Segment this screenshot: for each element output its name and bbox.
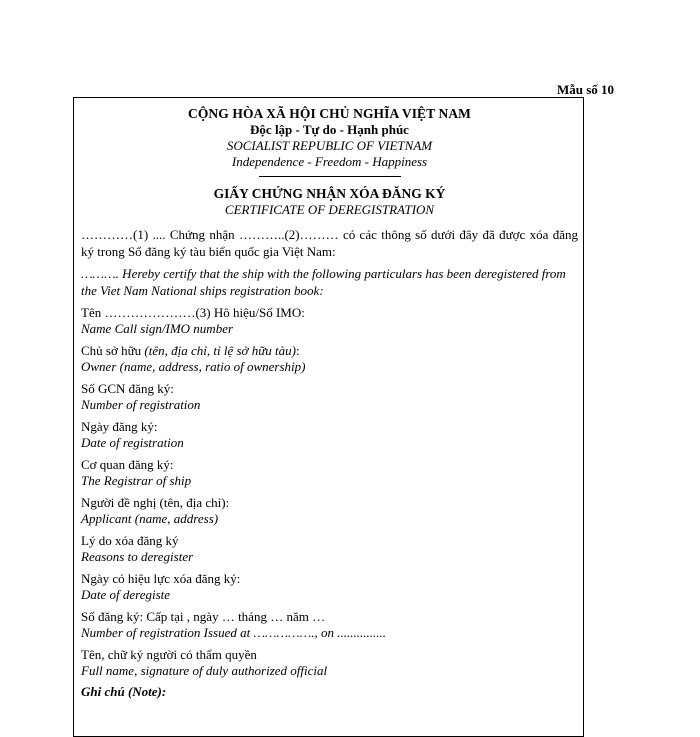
field-label-vn: Ngày đăng ký: [81, 419, 158, 434]
field-label-vn: Số GCN đăng ký: [81, 381, 174, 396]
field-registrar [81, 456, 578, 489]
field-label-suffix: : [296, 343, 300, 358]
field-label-en: Owner (name, address, ratio of ownership) [81, 359, 306, 374]
field-label-en: Name Call sign/IMO number [81, 321, 234, 336]
note-label: Ghi chú (Note): [81, 684, 167, 699]
field-label-vn [81, 342, 578, 359]
field-registration-date [81, 418, 578, 451]
field-issued-at [81, 608, 578, 641]
field-label-vn: Tên …………………(3) Hô hiệu/Số IMO: [81, 305, 305, 320]
field-label-en: Number of registration [81, 397, 201, 412]
field-label-en: Date of deregiste [81, 587, 171, 602]
field-label-vn: Lý do xóa đăng ký [81, 533, 179, 548]
field-deregistration-date [81, 570, 578, 603]
field-ship-name [81, 304, 578, 337]
field-applicant [81, 494, 578, 527]
field-label-prefix: Chủ sở hữu [81, 343, 145, 358]
field-label-vn: Ngày có hiệu lực xóa đăng ký: [81, 571, 241, 586]
field-owner [81, 342, 578, 375]
document-title-en: CERTIFICATE OF DEREGISTRATION [224, 202, 435, 217]
field-label-en: Reasons to deregister [81, 549, 194, 564]
field-label-vn: Số đăng ký: Cấp tại , ngày … tháng … năm … [81, 609, 326, 624]
intro-paragraph-vn: …………(1) .... Chứng nhận ………..(2)……… có các thông số dưới đây đã được xóa đăng ký trong Sổ đăng ký tàu biển quốc gia Việt Nam: [81, 227, 578, 259]
document-title-vn: GIẤY CHỨNG NHẬN XÓA ĐĂNG KÝ [213, 186, 446, 201]
field-label-en: Applicant (name, address) [81, 511, 219, 526]
form-number: Mẫu số 10 [557, 82, 615, 97]
motto-vn: Độc lập - Tự do - Hạnh phúc [250, 122, 409, 137]
intro-paragraph-en: ………. Hereby certify that the ship with the following particulars has been deregistered from the Viet Nam National ships registration book: [81, 266, 566, 298]
field-signature [81, 646, 578, 679]
motto-en: Independence - Freedom - Happiness [231, 154, 428, 169]
field-label-italic: (tên, địa chỉ, tỉ lệ sở hữu tàu) [144, 343, 296, 358]
header-divider [259, 176, 401, 177]
country-name-vn: CỘNG HÒA XÃ HỘI CHỦ NGHĨA VIỆT NAM [187, 106, 472, 121]
field-label-vn: Tên, chữ ký người có thẩm quyền [81, 647, 257, 662]
field-reasons [81, 532, 578, 565]
certificate-content [81, 105, 578, 700]
field-label-en: Number of registration Issued at ……………., on ............... [81, 625, 387, 640]
country-name-en: SOCIALIST REPUBLIC OF VIETNAM [226, 138, 433, 153]
field-label-en: Date of registration [81, 435, 184, 450]
field-label-en: Full name, signature of duly authorized official [81, 663, 328, 678]
field-registration-number [81, 380, 578, 413]
field-label-vn: Cơ quan đăng ký: [81, 457, 174, 472]
field-label-vn: Người đề nghị (tên, địa chỉ): [81, 495, 230, 510]
field-label-en: The Registrar of ship [81, 473, 192, 488]
